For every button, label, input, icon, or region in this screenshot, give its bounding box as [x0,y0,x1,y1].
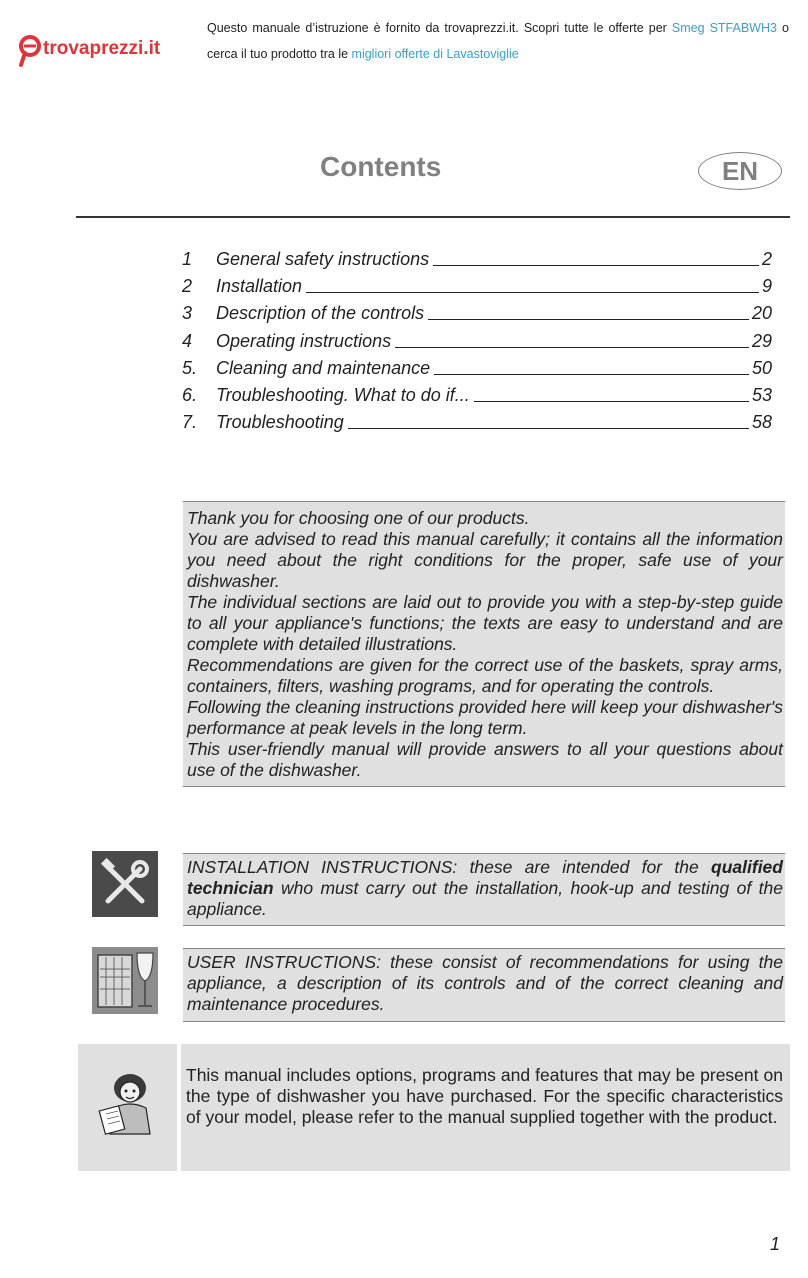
toc-leader-line [348,427,749,429]
title-divider [76,216,790,218]
toc-label: Description of the controls [216,303,425,323]
toc-entry[interactable] [182,352,772,379]
toc-entry[interactable] [182,243,772,270]
toc-page: 58 [751,412,772,432]
toc-label: Operating instructions [216,331,392,351]
language-badge: EN [698,152,782,190]
toc-leader-line [306,291,759,293]
toc-number: 1 [182,249,193,269]
toc-page: 9 [761,276,772,296]
note-box [181,1044,790,1171]
offers-link[interactable]: migliori offerte di Lavastoviglie [351,47,519,61]
toc-number: 4 [182,331,193,351]
toc-number: 7. [182,412,198,432]
toc-label: General safety instructions [216,249,430,269]
toc-page: 20 [751,303,772,323]
user-instructions-box [183,948,785,1022]
note-text: This manual includes options, programs and features that may be present on the type of dishwasher you have purchased. For the specific characteristics of your model, please refer to the manual supplied together with the product. [186,1065,783,1127]
toc-leader-line [474,400,749,402]
dishwasher-glass-icon [92,947,158,1014]
installation-text [187,857,783,920]
toc-page: 50 [751,358,772,378]
header-line-2 [207,47,519,61]
header-line-1-suffix: o [782,21,789,35]
toc-page: 53 [751,385,772,405]
intro-box [183,501,785,787]
toc-number: 5. [182,358,198,378]
toc-leader-line [428,318,749,320]
header-line-1 [207,21,789,35]
magnifier-logo-icon [18,34,42,68]
toc-page: 2 [761,249,772,269]
toc-label: Installation [216,276,303,296]
intro-paragraph: The individual sections are laid out to provide you with a step-by-step guide to all your appliance's functions; the texts are easy to understand and are complete with detailed illustrations. [187,592,783,654]
installation-text-start: INSTALLATION INSTRUCTIONS: these are intended for the [187,857,699,877]
trovaprezzi-logo[interactable] [18,34,178,70]
toc-leader-line [395,346,749,348]
toc-entry[interactable] [182,379,772,406]
intro-paragraph: Recommendations are given for the correct use of the baskets, spray arms, containers, filters, washing programs, and for operating the controls. [187,655,783,696]
header-line-1-text: Questo manuale d’istruzione è fornito da trovaprezzi.it. Scopri tutte le offerte per [207,21,667,35]
intro-paragraph: Following the cleaning instructions provided here will keep your dishwasher's performance at peak levels in the long term. [187,697,783,738]
toc-number: 2 [182,276,193,296]
toc-entry[interactable] [182,406,772,433]
installation-text-end: who must carry out the installation, hook-up and testing of the appliance. [187,878,783,919]
logo-text: trovaprezzi.it [43,38,161,59]
toc-page: 29 [751,331,772,351]
note-icon-panel [78,1044,177,1171]
toc-label: Cleaning and maintenance [216,358,431,378]
toc-label: Troubleshooting [216,412,344,432]
header-line-2-text: cerca il tuo prodotto tra le [207,47,349,61]
intro-paragraph: You are advised to read this manual carefully; it contains all the information you need about the right conditions for the proper, safe use of your dishwasher. [187,529,783,591]
toc-leader-line [434,373,749,375]
intro-paragraph: Thank you for choosing one of our products. [187,508,530,528]
page-title: Contents [320,151,442,182]
user-instructions-text: USER INSTRUCTIONS: these consist of recommendations for using the appliance, a description of its controls and of the correct cleaning and maintenance procedures. [187,952,783,1014]
toc-number: 3 [182,303,193,323]
toc-entry[interactable] [182,270,772,297]
toc-number: 6. [182,385,198,405]
person-reading-icon [96,1068,158,1140]
page-number: 1 [769,1234,780,1254]
toc-label: Troubleshooting. What to do if... [216,385,470,405]
installation-text-bold: qualified technician [187,857,783,898]
product-link[interactable]: Smeg STFABWH3 [671,21,777,35]
intro-paragraph: This user-friendly manual will provide answers to all your questions about use of the dishwasher. [187,739,783,780]
toc-entry[interactable] [182,325,772,352]
installation-box [183,853,785,926]
toc-entry[interactable] [182,297,772,324]
tools-icon [92,851,158,917]
toc-leader-line [433,264,759,266]
